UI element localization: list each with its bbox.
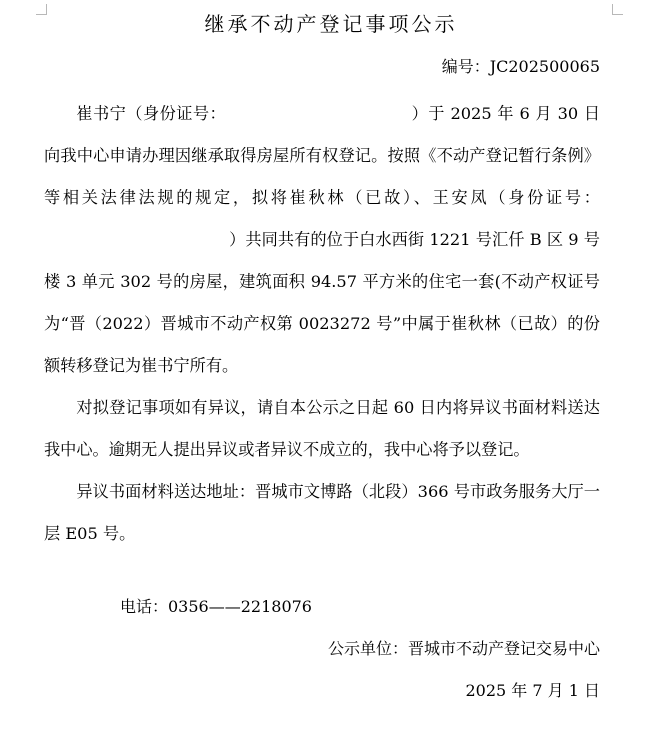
contact-phone: 电话：0356——2218076 xyxy=(120,597,312,616)
issuing-unit: 公示单位：晋城市不动产登记交易中心 xyxy=(327,639,600,658)
paragraph-address: 异议书面材料送达地址：晋城市文博路（北段）366 号市政务服务大厅一层 E05 号。 xyxy=(44,482,600,543)
property-text: ）共同共有的位于白水西街 1221 号汇仟 B 区 9 号楼 3 单元 302 号的房屋，建筑面积 94.57 平方米的住宅一套(不动产权证号为“晋（2022）晋城市不动产权第 0023272 号”中属于崔秋林（已故）的份额转移登记为崔书宁所有。 xyxy=(44,230,600,375)
paragraph-announcement xyxy=(44,93,600,387)
paragraph-objection: 对拟登记事项如有异议，请自本公示之日起 60 日内将异议书面材料送达我中心。逾期无人提出异议或者异议不成立的，我中心将予以登记。 xyxy=(44,398,600,459)
document-title: 继承不动产登记事项公示 xyxy=(204,12,458,36)
document-number: 编号：JC202500065 xyxy=(441,57,600,76)
application-text: ）于 2025 年 6 月 30 日向我中心申请办理因继承取得房屋所有权登记。按照《不动产登记暂行条例》等相关法律法规的规定，拟将崔秋林（已故）、王安凤（身份证号： xyxy=(44,104,601,207)
document-body xyxy=(44,93,600,555)
issue-date: 2025 年 7 月 1 日 xyxy=(465,681,600,700)
applicant-text: 崔书宁（身份证号： xyxy=(76,104,227,123)
